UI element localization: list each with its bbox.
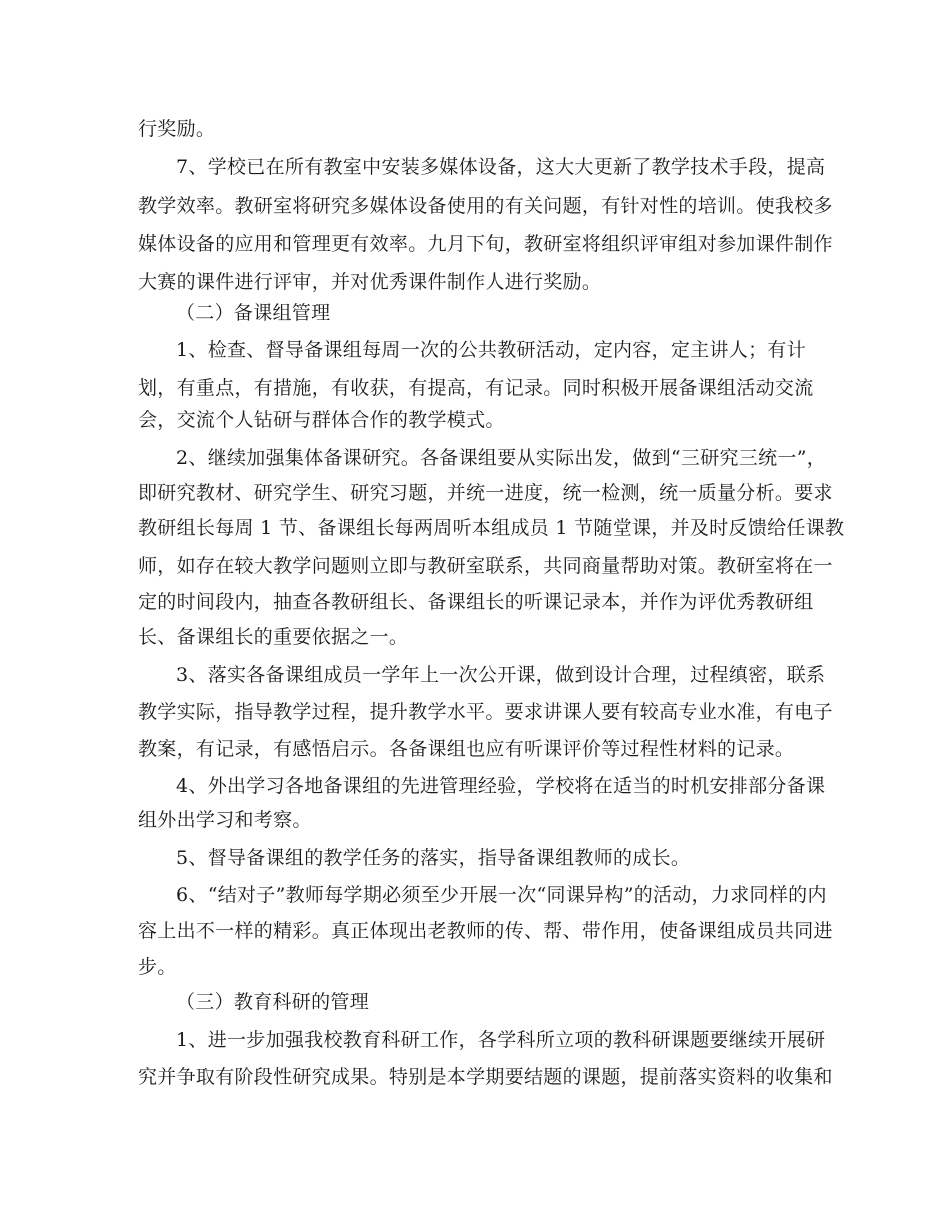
section-heading: （二）备课组管理 <box>176 302 331 324</box>
text-line: 4、外出学习各地备课组的先进管理经验，学校将在适当的时机安排部分备课 <box>176 775 826 797</box>
text-line: 6、“结对子”教师每学期必须至少开展一次“同课异构”的活动，力求同样的内 <box>176 884 827 906</box>
text-line: 2、继续加强集体备课研究。各备课组要从实际出发，做到“三研究三统一”， <box>176 447 827 469</box>
text-line: 行奖励。 <box>138 118 216 140</box>
text-line: 教学效率。教研室将研究多媒体设备使用的有关问题，有针对性的培训。使我校多 <box>138 195 833 217</box>
text-line: 长、备课组长的重要依据之一。 <box>138 626 409 648</box>
text-line: 5、督导备课组的教学任务的落实，指导备课组教师的成长。 <box>176 847 691 869</box>
text-line: 会，交流个人钻研与群体合作的教学模式。 <box>138 409 505 431</box>
text-line: 容上出不一样的精彩。真正体现出老教师的传、帮、带作用，使备课组成员共同进 <box>138 920 833 942</box>
text-line: 组外出学习和考察。 <box>138 809 312 831</box>
text-line: 究并争取有阶段性研究成果。特别是本学期要结题的课题，提前落实资料的收集和 <box>138 1066 833 1088</box>
text-line: 师，如存在较大教学问题则立即与教研室联系，共同商量帮助对策。教研室将在一 <box>138 555 833 577</box>
text-line: 媒体设备的应用和管理更有效率。九月下旬，教研室将组织评审组对参加课件制作 <box>138 233 833 255</box>
section-heading: （三）教育科研的管理 <box>176 991 370 1013</box>
text-line: 3、落实各备课组成员一学年上一次公开课，做到设计合理，过程缜密，联系 <box>176 664 826 686</box>
text-line: 大赛的课件进行评审，并对优秀课件制作人进行奖励。 <box>138 271 602 293</box>
text-line: 1、检查、督导备课组每周一次的公共教研活动，定内容，定主讲人；有计 <box>176 339 806 361</box>
text-line: 教学实际，指导教学过程，提升教学水平。要求讲课人要有较高专业水准，有电子 <box>138 701 833 723</box>
text-line: 步。 <box>138 956 177 978</box>
text-line: 教研组长每周 1 节、备课组长每两周听本组成员 1 节随堂课，并及时反馈给任课教 <box>138 517 845 539</box>
text-line: 教案，有记录，有感悟启示。各备课组也应有听课评价等过程性材料的记录。 <box>138 738 795 760</box>
text-line: 定的时间段内，抽查各教研组长、备课组长的听课记录本，并作为评优秀教研组 <box>138 591 814 613</box>
text-line: 1、进一步加强我校教育科研工作，各学科所立项的教科研课题要继续开展研 <box>176 1029 826 1051</box>
text-line: 7、学校已在所有教室中安装多媒体设备，这大大更新了教学技术手段，提高 <box>176 156 826 178</box>
text-line: 即研究教材、研究学生、研究习题，并统一进度，统一检测，统一质量分析。要求 <box>138 482 833 504</box>
text-line: 划，有重点，有措施，有收获，有提高，有记录。同时积极开展备课组活动交流 <box>138 377 814 399</box>
